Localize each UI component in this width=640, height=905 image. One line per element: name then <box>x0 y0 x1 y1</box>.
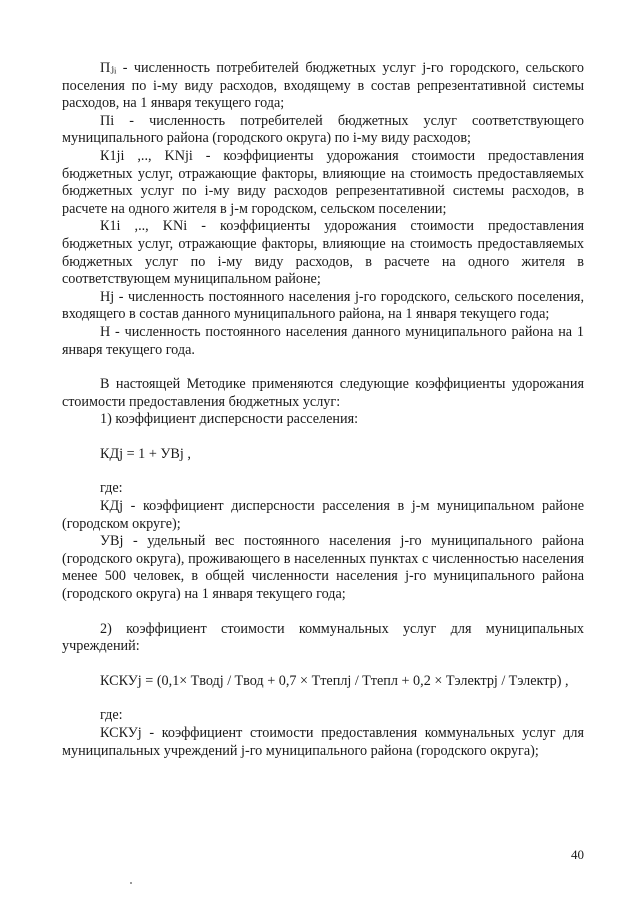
where-label-1: где: <box>100 480 123 497</box>
definition-uv: УВj - удельный вес постоянного населения j-го муниципального района (городского округа), проживающего в населенных пунктах с численностью населения менее 500 человек, в общей численности населения j-го муниципального района (городского округа) на 1 января текущего года; <box>62 533 584 603</box>
formula-kd: КДj = 1 + УВj , <box>100 445 191 462</box>
page-number: 40 <box>571 847 584 862</box>
coefficients-intro: В настоящей Методике применяются следующие коэффициенты удорожания стоимости предоставления бюджетных услуг: <box>62 376 584 410</box>
item-1-heading: 1) коэффициент дисперсности расселения: <box>100 411 359 428</box>
document-body <box>62 60 584 760</box>
definition-ksku: КСКУj - коэффициент стоимости предоставления коммунальных услуг для муниципальных учреждений j-го муниципального района (городского округа); <box>62 725 584 759</box>
formula-ksku: КСКУj = (0,1× Tводj / Tвод + 0,7 × Tтеплj / Tтепл + 0,2 × Tэлектрj / Tэлектр) , <box>100 672 569 689</box>
definition-p-i: Пi - численность потребителей бюджетных услуг соответствующего муниципального района (городского округа) по i-му виду расходов; <box>62 112 584 147</box>
definition-h-j: Нj - численность постоянного населения j-го городского, сельского поселения, входящего в состав данного муниципального района, на 1 января текущего года; <box>62 288 584 323</box>
scan-speck <box>130 882 132 884</box>
definition-p-ji: Пⱼᵢ - численность потребителей бюджетных услуг j-го городского, сельского поселения по i-му виду расходов, входящему в состав репрезентативной системы расходов, на 1 января текущего года; <box>62 60 584 112</box>
definition-h: Н - численность постоянного населения данного муниципального района на 1 января текущего года. <box>62 323 584 358</box>
definition-kd: КДj - коэффициент дисперсности расселения в j-м муниципальном районе (городском округе); <box>62 498 584 532</box>
item-2-heading: 2) коэффициент стоимости коммунальных услуг для муниципальных учреждений: <box>62 620 584 655</box>
definition-k-i: К1i ,.., KNi - коэффициенты удорожания стоимости предоставления бюджетных услуг, отражающие факторы, влияющие на стоимость предоставляемых бюджетных услуг по i-му виду расходов, в расчете на одного жителя в соответствующем муниципальном районе; <box>62 218 584 288</box>
where-label-2: где: <box>100 707 123 724</box>
definition-k-ji: К1ji ,.., KNji - коэффициенты удорожания стоимости предоставления бюджетных услуг, отражающие факторы, влияющие на стоимость предоставляемых бюджетных услуг по i-му виду расходов репрезентативной системы расходов, в расчете на одного жителя в j-м городском, сельском поселении; <box>62 147 584 217</box>
